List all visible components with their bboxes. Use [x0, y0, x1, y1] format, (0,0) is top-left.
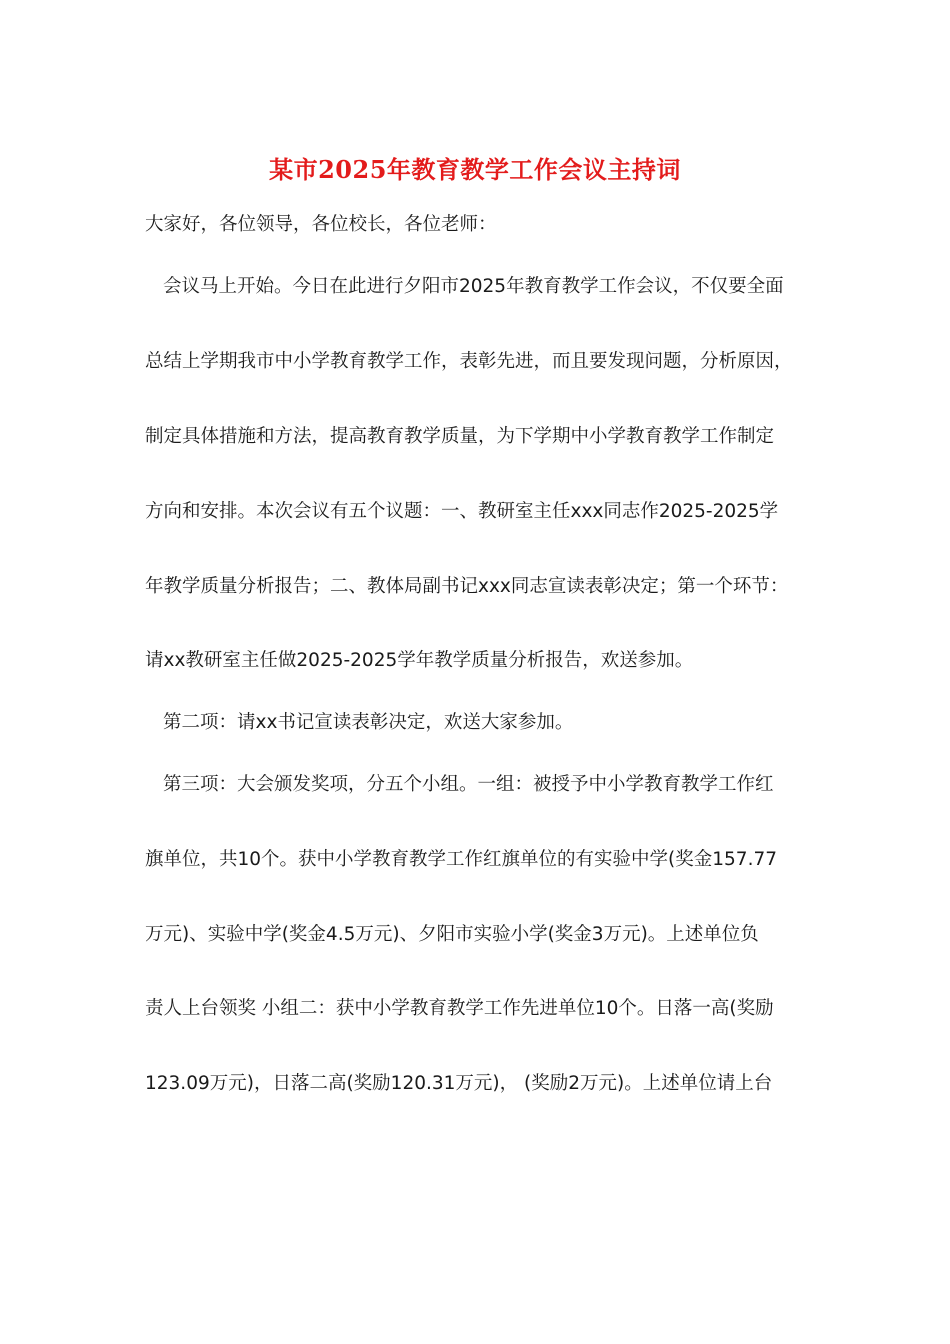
paragraph-line: 请xx教研室主任做2025-2025学年教学质量分析报告，欢送参加。: [145, 650, 694, 671]
paragraph-line: 方向和安排。本次会议有五个议题：一、教研室主任xxx同志作2025-2025学: [145, 501, 779, 522]
paragraph-line: 责人上台领奖 小组二：获中小学教育教学工作先进单位10个。日落一高(奖励: [145, 998, 774, 1019]
document-title: 某市2025年教育教学工作会议主持词: [269, 155, 681, 184]
paragraph-line: 第二项：请xx书记宣读表彰决定，欢送大家参加。: [163, 712, 574, 733]
paragraph-line: 123.09万元)，日落二高(奖励120.31万元)， (奖励2万元)。上述单位请上台: [145, 1073, 773, 1094]
paragraph-line: 第三项：大会颁发奖项，分五个小组。一组：被授予中小学教育教学工作红: [163, 774, 774, 795]
paragraph-line: 年教学质量分析报告；二、教体局副书记xxx同志宣读表彰决定；第一个环节：: [145, 576, 789, 597]
paragraph-line: 会议马上开始。今日在此进行夕阳市2025年教育教学工作会议，不仅要全面: [163, 276, 784, 297]
paragraph-line: 制定具体措施和方法，提高教育教学质量，为下学期中小学教育教学工作制定: [145, 426, 775, 447]
paragraph-line: 旗单位，共10个。获中小学教育教学工作红旗单位的有实验中学(奖金157.77: [145, 849, 777, 870]
paragraph-line: 总结上学期我市中小学教育教学工作，表彰先进，而且要发现问题，分析原因，: [145, 351, 793, 372]
paragraph-line: 万元)、实验中学(奖金4.5万元)、夕阳市实验小学(奖金3万元)。上述单位负: [145, 924, 759, 945]
paragraph-line: 大家好，各位领导，各位校长，各位老师：: [145, 214, 497, 235]
